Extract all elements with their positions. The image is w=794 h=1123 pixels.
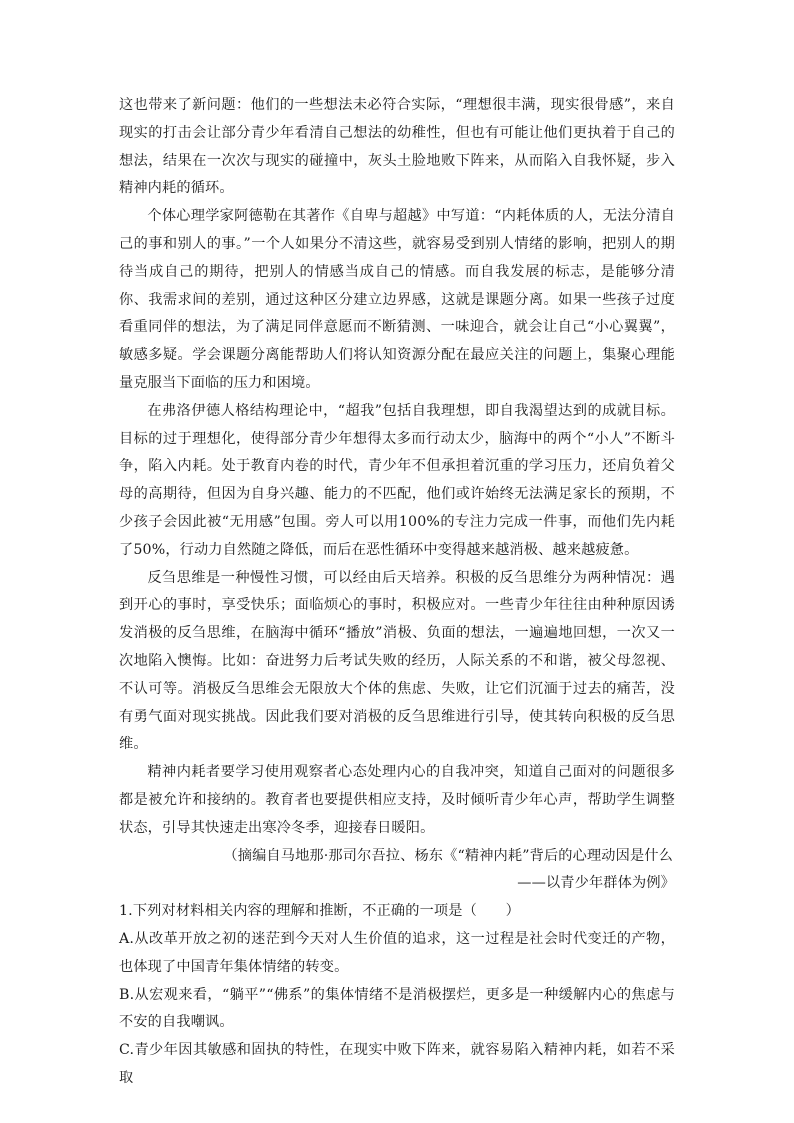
option-b: B.从宏观来看，“躺平”“佛系”的集体情绪不是消极摆烂，更多是一种缓解内心的焦虑与不安的自我嘲讽。 [119,986,675,1031]
source-citation: （摘编自马地那·那司尔吾拉、杨东《“精神内耗”背后的心理动因是什么 [223,847,673,864]
document-body [119,92,675,1093]
question-stem: 1.下列对材料相关内容的理解和推断，不正确的一项是（ ） [119,903,520,920]
paragraph-5: 精神内耗者要学习使用观察者心态处理内心的自我冲突，知道自己面对的问题很多都是被允许和接纳的。教育者也要提供相应支持，及时倾听青少年心声，帮助学生调整状态，引导其快速走出寒冷冬季，迎接春日暖阳。 [119,764,675,836]
option-a: A.从改革开放之初的迷茫到今天对人生价值的追求，这一过程是社会时代变迁的产物，也体现了中国青年集体情绪的转变。 [119,930,675,975]
paragraph-3: 在弗洛伊德人格结构理论中，“超我”包括自我理想，即自我渴望达到的成就目标。目标的过于理想化，使得部分青少年想得太多而行动太少，脑海中的两个“小人”不断斗争，陷入内耗。处于教育内卷的时代，青少年不但承担着沉重的学习压力，还肩负着父母的高期待，但因为自身兴趣、能力的不匹配，他们或许始终无法满足家长的预期，不少孩子会因此被“无用感”包围。旁人可以用100%的专注力完成一件事，而他们先内耗了50%，行动力自然随之降低，而后在恶性循环中变得越来越消极、越来越疲惫。 [119,402,675,558]
source-citation-subtitle: ——以青少年群体为例》 [517,875,675,892]
option-c: C.青少年因其敏感和固执的特性，在现实中败下阵来，就容易陷入精神内耗，如若不采取 [119,1042,675,1086]
paragraph-1: 这也带来了新问题：他们的一些想法未必符合实际，“理想很丰满，现实很骨感”，来自现实的打击会让部分青少年看清自己想法的幼稚性，但也有可能让他们更执着于自己的想法，结果在一次次与现实的碰撞中，灰头土脸地败下阵来，从而陷入自我怀疑，步入精神内耗的循环。 [119,97,675,197]
paragraph-4: 反刍思维是一种慢性习惯，可以经由后天培养。积极的反刍思维分为两种情况：遇到开心的事时，享受快乐；面临烦心的事时，积极应对。一些青少年往往由种种原因诱发消极的反刍思维，在脑海中循环“播放”消极、负面的想法，一遍遍地回想，一次又一次地陷入懊悔。比如：奋进努力后考试失败的经历，人际关系的不和谐，被父母忽视、不认可等。消极反刍思维会无限放大个体的焦虑、失败，让它们沉湎于过去的痛苦，没有勇气面对现实挑战。因此我们要对消极的反刍思维进行引导，使其转向积极的反刍思维。 [119,569,675,753]
paragraph-2: 个体心理学家阿德勒在其著作《自卑与超越》中写道：“内耗体质的人，无法分清自己的事和别人的事。”一个人如果分不清这些，就容易受到别人情绪的影响，把别人的期待当成自己的期待，把别人的情感当成自己的情感。而自我发展的标志，是能够分清你、我需求间的差别，通过这种区分建立边界感，这就是课题分离。如果一些孩子过度看重同伴的想法，为了满足同伴意愿而不断猜测、一味迎合，就会让自己“小心翼翼”，敏感多疑。学会课题分离能帮助人们将认知资源分配在最应关注的问题上，集聚心理能量克服当下面临的压力和困境。 [119,208,675,391]
